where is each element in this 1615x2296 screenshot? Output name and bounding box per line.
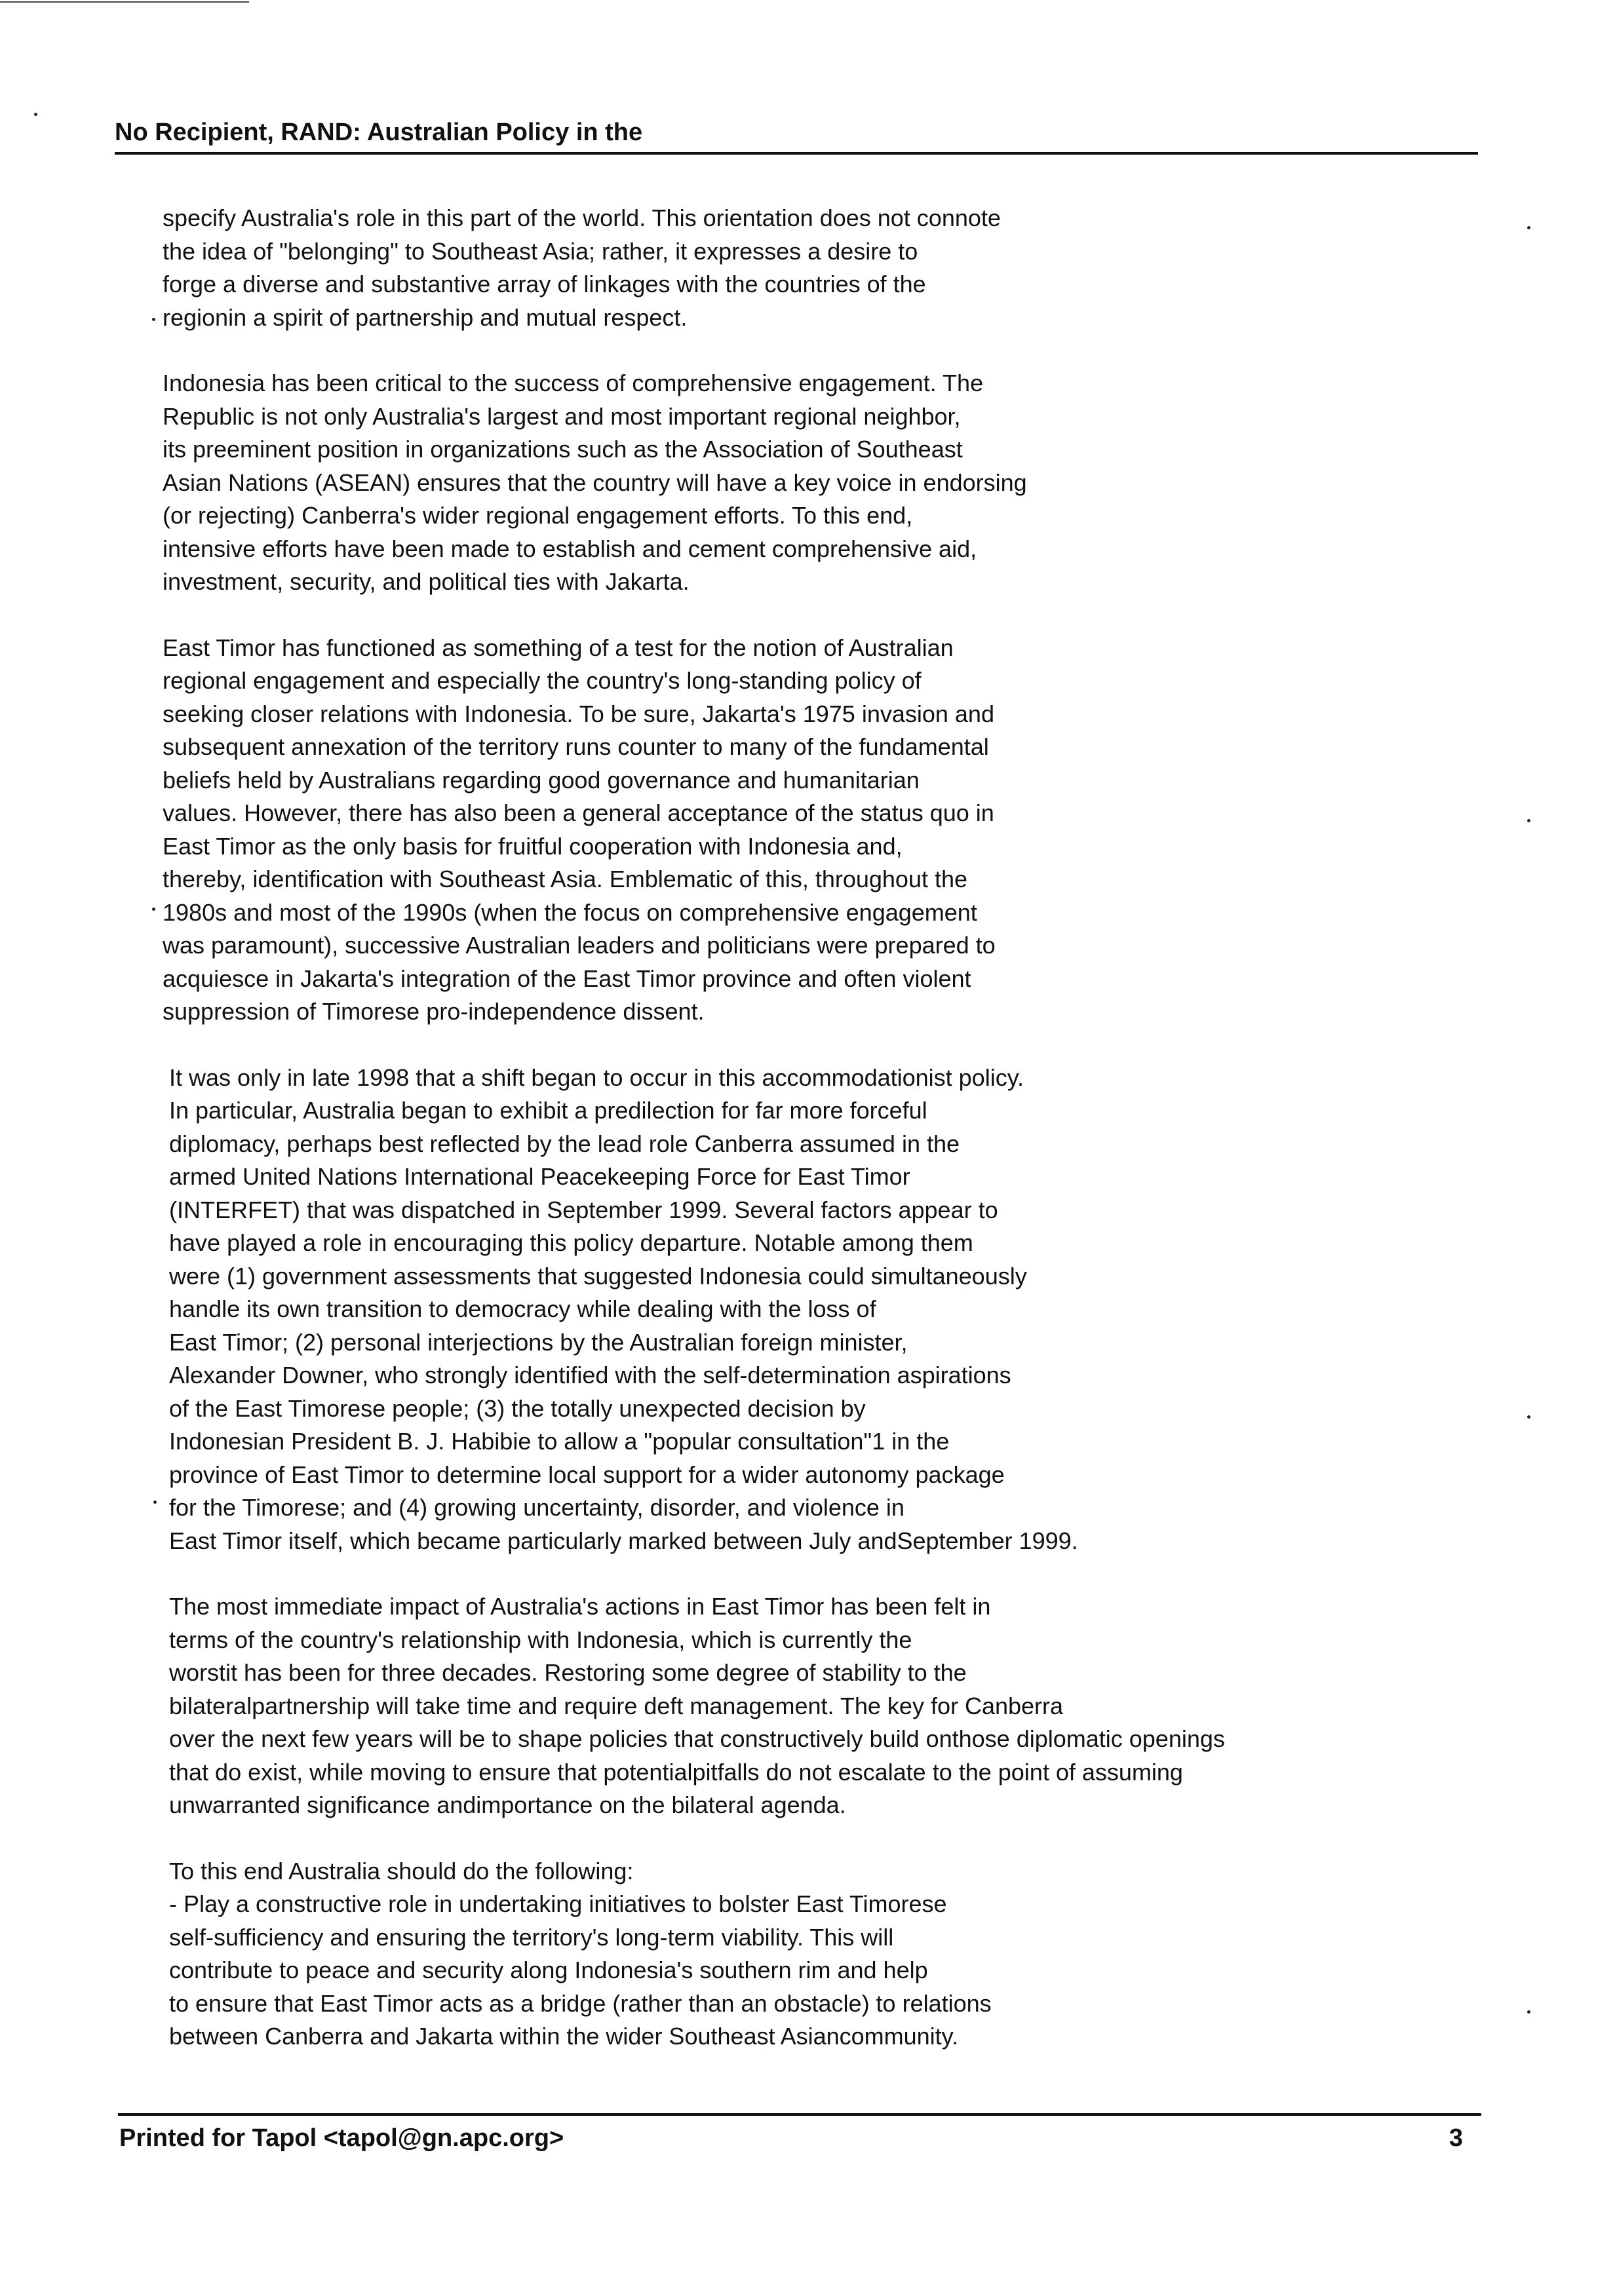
text-line: investment, security, and political ties with Jakarta. — [163, 568, 690, 595]
scan-speck — [1527, 1415, 1530, 1419]
text-line: was paramount), successive Australian leaders and politicians were prepared to — [163, 932, 996, 959]
header-rule — [115, 152, 1478, 155]
scan-speck — [1527, 819, 1530, 822]
page-number: 3 — [1449, 2124, 1463, 2152]
text-line: armed United Nations International Peacekeeping Force for East Timor — [169, 1163, 910, 1190]
text-line: have played a role in encouraging this policy departure. Notable among them — [169, 1229, 973, 1256]
scan-speck — [152, 908, 155, 911]
scan-speck — [152, 318, 155, 321]
text-line: East Timor itself, which became particularly marked between July andSeptember 1999. — [169, 1527, 1078, 1554]
text-line: East Timor has functioned as something of a test for the notion of Australian — [163, 634, 954, 661]
text-line: beliefs held by Australians regarding good governance and humanitarian — [163, 766, 920, 794]
text-line: - Play a constructive role in undertaking initiatives to bolster East Timorese — [169, 1890, 947, 1917]
text-line: were (1) government assessments that suggested Indonesia could simultaneously — [169, 1262, 1027, 1290]
text-line: acquiesce in Jakarta's integration of the East Timor province and often violent — [163, 965, 971, 992]
text-line: for the Timorese; and (4) growing uncertainty, disorder, and violence in — [169, 1494, 905, 1521]
text-line: Republic is not only Australia's largest and most important regional neighbor, — [163, 402, 961, 430]
header-title: No Recipient, RAND: Australian Policy in the — [115, 119, 643, 146]
text-line: values. However, there has also been a general acceptance of the status quo in — [163, 799, 994, 826]
text-line: over the next few years will be to shape policies that constructively build onthose diplomatic openings — [169, 1725, 1225, 1752]
text-line: The most immediate impact of Australia's actions in East Timor has been felt in — [169, 1593, 991, 1620]
text-line: To this end Australia should do the following: — [169, 1857, 634, 1885]
text-line: East Timor; (2) personal interjections by the Australian foreign minister, — [169, 1328, 908, 1356]
text-line: Indonesian President B. J. Habibie to allow a "popular consultation"1 in the — [169, 1428, 950, 1455]
text-line: thereby, identification with Southeast Asia. Emblematic of this, throughout the — [163, 866, 968, 892]
text-line: East Timor as the only basis for fruitful cooperation with Indonesia and, — [163, 832, 903, 860]
text-line: seeking closer relations with Indonesia. To be sure, Jakarta's 1975 invasion and — [163, 700, 994, 727]
text-line: In particular, Australia began to exhibit a predilection for far more forceful — [169, 1097, 927, 1124]
text-line: intensive efforts have been made to establish and cement comprehensive aid, — [163, 535, 977, 562]
text-line: subsequent annexation of the territory runs counter to many of the fundamental — [163, 733, 989, 760]
text-line: suppression of Timorese pro-independence dissent. — [163, 998, 705, 1025]
text-line: regional engagement and especially the country's long-standing policy of — [163, 667, 922, 694]
page-header — [115, 117, 1478, 148]
text-line: unwarranted significance andimportance on the bilateral agenda. — [169, 1791, 846, 1818]
text-line: (INTERFET) that was dispatched in September 1999. Several factors appear to — [169, 1196, 998, 1223]
text-line: terms of the country's relationship with Indonesia, which is currently the — [169, 1626, 912, 1653]
paragraph-2 — [163, 367, 1421, 599]
text-line: that do exist, while moving to ensure that potentialpitfalls do not escalate to the point of assuming — [169, 1758, 1183, 1786]
text-line: its preeminent position in organizations such as the Association of Southeast — [163, 436, 963, 463]
text-line: regionin a spirit of partnership and mutual respect. — [163, 303, 688, 331]
text-line: (or rejecting) Canberra's wider regional engagement efforts. To this end, — [163, 502, 913, 529]
text-line: between Canberra and Jakarta within the wider Southeast Asiancommunity. — [169, 2023, 958, 2050]
document-body — [163, 202, 1421, 2086]
text-line: diplomacy, perhaps best reflected by the lead role Canberra assumed in the — [169, 1130, 960, 1157]
text-line: Indonesia has been critical to the success of comprehensive engagement. The — [163, 370, 984, 396]
text-line: It was only in late 1998 that a shift began to occur in this accommodationist policy. — [169, 1063, 1024, 1091]
scan-speck — [1527, 2010, 1530, 2014]
text-line: 1980s and most of the 1990s (when the focus on comprehensive engagement — [163, 898, 977, 926]
text-line: Asian Nations (ASEAN) ensures that the country will have a key voice in endorsing — [163, 469, 1027, 496]
paragraph-4 — [163, 1062, 1421, 1558]
paragraph-6 — [163, 1855, 1421, 2054]
scan-edge-line — [0, 1, 249, 3]
text-line: worstit has been for three decades. Restoring some degree of stability to the — [169, 1659, 967, 1686]
scan-speck — [1527, 226, 1530, 229]
text-line: handle its own transition to democracy while dealing with the loss of — [169, 1295, 876, 1322]
paragraph-3 — [163, 632, 1421, 1029]
scan-speck — [153, 1501, 157, 1504]
paragraph-1 — [163, 202, 1421, 334]
text-line: the idea of "belonging" to Southeast Asia; rather, it expresses a desire to — [163, 237, 918, 265]
text-line: province of East Timor to determine local support for a wider autonomy package — [169, 1461, 1005, 1488]
text-line: specify Australia's role in this part of the world. This orientation does not connote — [163, 204, 1001, 231]
footer-printed-for: Printed for Tapol <tapol@gn.apc.org> — [119, 2124, 564, 2152]
paragraph-5 — [163, 1590, 1421, 1822]
text-line: Alexander Downer, who strongly identified with the self-determination aspirations — [169, 1362, 1011, 1388]
text-line: forge a diverse and substantive array of linkages with the countries of the — [163, 271, 926, 297]
footer-rule — [118, 2113, 1481, 2116]
text-line: self-sufficiency and ensuring the territory's long-term viability. This will — [169, 1923, 894, 1951]
text-line: of the East Timorese people; (3) the totally unexpected decision by — [169, 1394, 866, 1422]
text-line: contribute to peace and security along Indonesia's southern rim and help — [169, 1957, 928, 1983]
text-line: bilateralpartnership will take time and require deft management. The key for Canberra — [169, 1692, 1064, 1719]
text-line: to ensure that East Timor acts as a bridge (rather than an obstacle) to relations — [169, 1989, 992, 2017]
scan-speck — [34, 113, 37, 116]
